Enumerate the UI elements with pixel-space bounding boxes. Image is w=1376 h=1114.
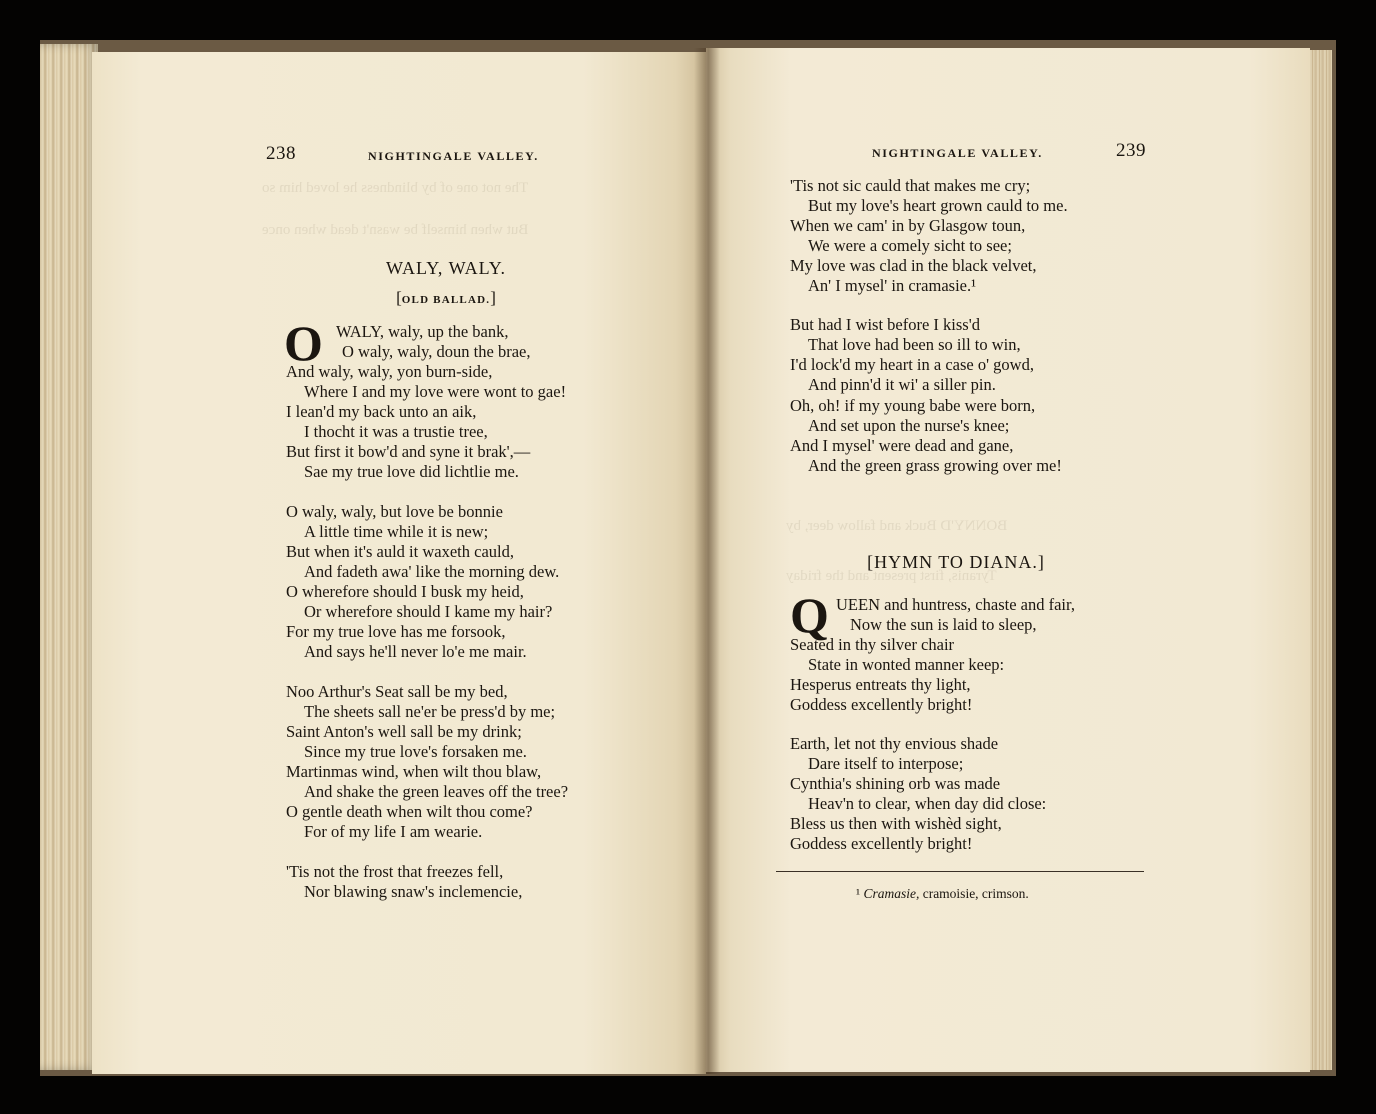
show-through: But when himself be wasn't dead when once bbox=[262, 222, 529, 238]
drop-cap: Q bbox=[790, 587, 829, 643]
poem-line: For of my life I am wearie. bbox=[304, 822, 483, 841]
poem-line: WALY, waly, up the bank, bbox=[336, 322, 509, 341]
poem-line: Where I and my love were wont to gae! bbox=[304, 382, 567, 401]
page-number: 239 bbox=[1116, 140, 1146, 161]
poem-line: And I mysel' were dead and gane, bbox=[790, 436, 1014, 455]
poem-line: Nor blawing snaw's inclemencie, bbox=[304, 882, 523, 901]
footnote-text: cramoisie, crimson. bbox=[922, 886, 1029, 901]
poem-line: But had I wist before I kiss'd bbox=[790, 315, 980, 334]
poem-line: I'd lock'd my heart in a case o' gowd, bbox=[790, 355, 1034, 374]
poem-line: Sae my true love did lichtlie me. bbox=[304, 462, 519, 481]
poem-line: Seated in thy silver chair bbox=[790, 635, 955, 654]
poem-line: Oh, oh! if my young babe were born, bbox=[790, 396, 1036, 415]
poem-line: O wherefore should I busk my heid, bbox=[286, 582, 524, 601]
poem-line: A little time while it is new; bbox=[304, 522, 489, 541]
show-through: Tyranis, first present and the friday bbox=[786, 568, 997, 584]
poem-line: Or wherefore should I kame my hair? bbox=[304, 602, 553, 621]
running-head: NIGHTINGALE VALLEY. bbox=[368, 149, 539, 163]
poem-line: That love had been so ill to win, bbox=[808, 335, 1021, 354]
footnote-mark: ¹ bbox=[856, 886, 861, 901]
poem-line: And says he'll never lo'e me mair. bbox=[304, 642, 527, 661]
show-through: BONNY'D Buck and fallow deer, by bbox=[786, 518, 1008, 534]
poem-line: 'Tis not the frost that freezes fell, bbox=[286, 862, 504, 881]
poem-line: But my love's heart grown cauld to me. bbox=[808, 196, 1068, 215]
footnote-rule bbox=[776, 871, 1144, 872]
poem-line: But when it's auld it waxeth cauld, bbox=[286, 542, 514, 561]
poem-line: My love was clad in the black velvet, bbox=[790, 256, 1037, 275]
footnote bbox=[856, 886, 1029, 902]
poem-line: Hesperus entreats thy light, bbox=[790, 675, 971, 694]
poem-title: WALY, WALY. bbox=[386, 258, 506, 278]
poem-line: And waly, waly, yon burn-side, bbox=[286, 362, 493, 381]
right-page bbox=[706, 48, 1310, 1072]
poem-line: Dare itself to interpose; bbox=[808, 754, 964, 773]
poem-line: Cynthia's shining orb was made bbox=[790, 774, 1001, 793]
poem-subtitle: [OLD BALLAD.] bbox=[396, 288, 496, 307]
show-through: The not one of by blindness he loved him so bbox=[262, 180, 529, 196]
poem-line: The sheets sall ne'er be press'd by me; bbox=[304, 702, 556, 721]
poem-line: Saint Anton's well sall be my drink; bbox=[286, 722, 522, 741]
poem-line: Bless us then with wishèd sight, bbox=[790, 814, 1002, 833]
poem-line: Since my true love's forsaken me. bbox=[304, 742, 527, 761]
running-head: NIGHTINGALE VALLEY. bbox=[872, 146, 1043, 160]
poem-line: Heav'n to clear, when day did close: bbox=[808, 794, 1047, 813]
poem-line: 'Tis not sic cauld that makes me cry; bbox=[790, 176, 1031, 195]
poem-line: Goddess excellently bright! bbox=[790, 834, 973, 853]
poem-line: And pinn'd it wi' a siller pin. bbox=[808, 375, 996, 394]
poem-line: I thocht it was a trustie tree, bbox=[304, 422, 488, 441]
poem-line: And the green grass growing over me! bbox=[808, 456, 1062, 475]
poem-line: For my true love has me forsook, bbox=[286, 622, 506, 641]
poem-line: But first it bow'd and syne it brak',— bbox=[286, 442, 531, 461]
poem-line: State in wonted manner keep: bbox=[808, 655, 1005, 674]
page-edges-left bbox=[40, 44, 98, 1070]
poem-line: Earth, let not thy envious shade bbox=[790, 734, 999, 753]
poem-line: And fadeth awa' like the morning dew. bbox=[304, 562, 560, 581]
poem-line: And shake the green leaves off the tree? bbox=[304, 782, 569, 801]
poem-line: When we cam' in by Glasgow toun, bbox=[790, 216, 1026, 235]
poem-line: Martinmas wind, when wilt thou blaw, bbox=[286, 762, 542, 781]
page-number: 238 bbox=[266, 143, 296, 164]
poem-title: [HYMN TO DIANA.] bbox=[867, 552, 1045, 572]
poem-line: We were a comely sicht to see; bbox=[808, 236, 1012, 255]
poem-line: An' I mysel' in cramasie.¹ bbox=[808, 276, 977, 295]
footnote-term: Cramasie, bbox=[863, 886, 920, 901]
drop-cap: O bbox=[284, 315, 323, 371]
poem-line: UEEN and huntress, chaste and fair, bbox=[836, 595, 1075, 614]
book-gutter bbox=[694, 48, 720, 1074]
poem-line: O waly, waly, doun the brae, bbox=[342, 342, 531, 361]
left-page bbox=[92, 52, 706, 1074]
poem-line: Now the sun is laid to sleep, bbox=[850, 615, 1037, 634]
poem-line: O waly, waly, but love be bonnie bbox=[286, 502, 503, 521]
poem-line: Noo Arthur's Seat sall be my bed, bbox=[286, 682, 508, 701]
poem-line: And set upon the nurse's knee; bbox=[808, 416, 1010, 435]
subtitle-text: OLD BALLAD. bbox=[401, 294, 491, 306]
poem-line: O gentle death when wilt thou come? bbox=[286, 802, 533, 821]
poem-line: I lean'd my back unto an aik, bbox=[286, 402, 477, 421]
poem-line: Goddess excellently bright! bbox=[790, 695, 973, 714]
